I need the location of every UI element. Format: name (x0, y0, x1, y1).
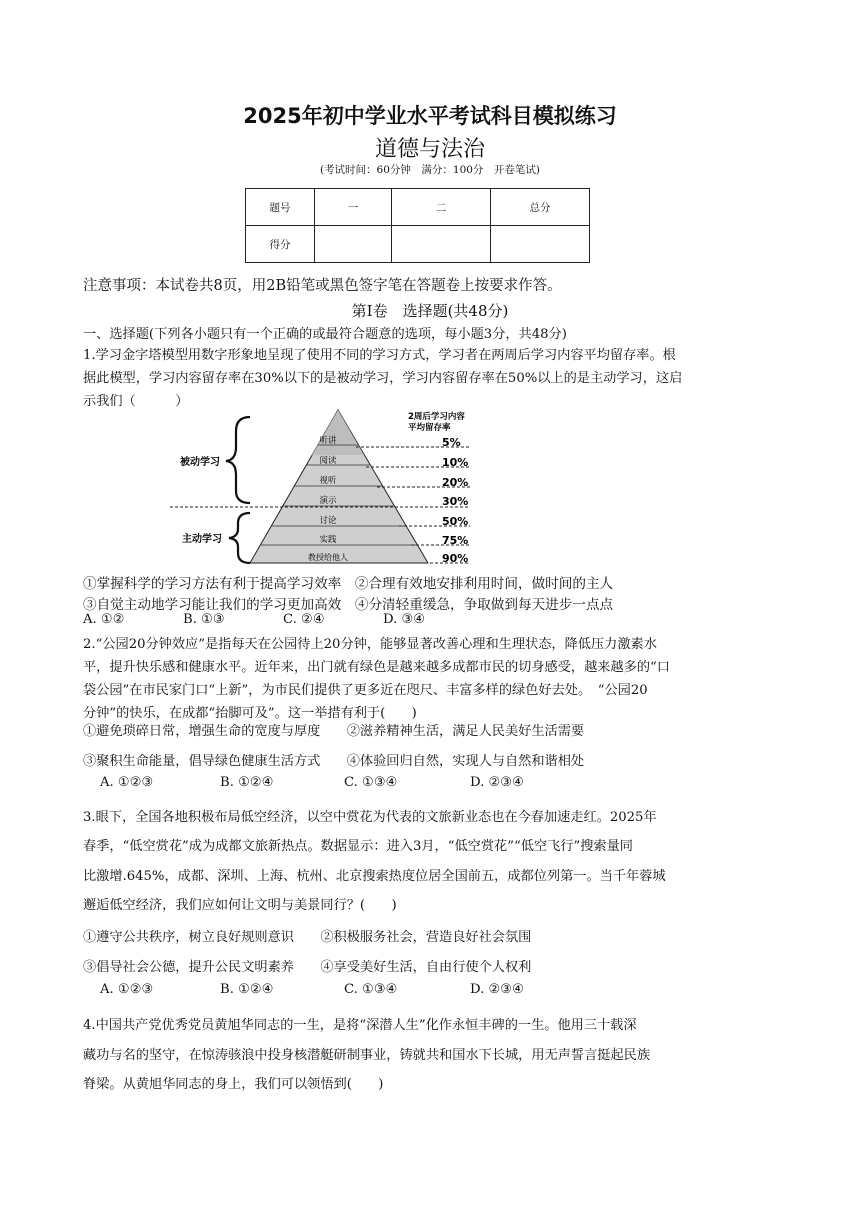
option-a: A. ①② (83, 612, 125, 627)
rate-value: 50% (442, 515, 469, 528)
rate-header: 2周后学习内容 (408, 412, 465, 422)
question-text: 平，提升快乐感和健康水平。近年来，出门就有绿色是越来越多成都市民的切身感受，越来越多的“口 (83, 660, 670, 675)
rate-value: 5% (442, 436, 461, 449)
rate-value: 20% (442, 476, 469, 489)
part-heading: 第Ⅰ卷 选择题(共48分) (351, 302, 509, 320)
subject-title: 道德与法治 (374, 137, 485, 162)
score-table-cell: 题号 (246, 189, 315, 226)
option-b: B. ①②④ (220, 982, 274, 997)
level-label: 教授给他人 (308, 553, 348, 562)
question-text: 3.眼下，全国各地积极布局低空经济，以空中赏花为代表的文旅新业态也在今春加速走红。2025年 (83, 810, 657, 825)
options-row (100, 982, 524, 997)
option-a: A. ①②③ (100, 775, 154, 790)
level-label: 阅读 (319, 456, 337, 466)
section-heading: 一、选择题(下列各小题只有一个正确的或最符合题意的选项，每小题3分，共48分) (83, 327, 567, 342)
rate-value: 75% (442, 534, 469, 547)
question-text: 分钟”的快乐，在成都“抬脚可及”。这一举措有利于( ) (83, 706, 417, 721)
question-text: 4.中国共产党优秀党员黄旭华同志的一生，是将“深潜人生”化作永恒丰碑的一生。他用三十载深 (83, 1018, 637, 1033)
score-table-cell: 二 (392, 189, 491, 226)
rate-header: 平均留存率 (408, 423, 451, 433)
statement: ①避免琐碎日常，增强生命的宽度与厚度 ②滋养精神生活，满足人民美好生活需要 (83, 724, 585, 739)
question-text: 袋公园”在市民家门口“上新”，为市民们提供了更多近在咫尺、丰富多样的绿色好去处。 “公园20 (83, 683, 648, 698)
option-c: C. ①③④ (344, 982, 398, 997)
options-row (100, 775, 524, 790)
passive-brace (226, 417, 250, 503)
option-c: C. ②④ (283, 612, 325, 627)
passive-label: 被动学习 (180, 457, 220, 468)
score-table-cell: 总分 (491, 189, 590, 226)
notice: 注意事项：本试卷共8页，用2B铅笔或黑色签字笔在答题卷上按要求作答。 (83, 278, 562, 294)
statement: ③聚积生命能量，倡导绿色健康生活方式 ④体验回归自然，实现人与自然和谐相处 (83, 754, 585, 769)
active-label: 主动学习 (182, 534, 222, 545)
statement: ③倡导社会公德，提升公民文明素养 ④享受美好生活，自由行使个人权利 (83, 960, 532, 975)
exam-title: 2025年初中学业水平考试科目模拟练习 (243, 104, 617, 128)
question-text: 示我们（ ） (83, 394, 189, 409)
learning-pyramid-figure (170, 405, 510, 570)
option-b: B. ①③ (183, 612, 225, 627)
score-input-cell (315, 226, 392, 263)
question-text: 比激增.645%，成都、深圳、上海、杭州、北京搜索热度位居全国前五，成都位列第一。当千年蓉城 (83, 869, 666, 884)
score-table (245, 188, 590, 263)
score-table-cell: 得分 (246, 226, 315, 263)
option-b: B. ①②④ (220, 775, 274, 790)
score-table-cell: 一 (315, 189, 392, 226)
option-d: D. ②③④ (470, 982, 524, 997)
rate-value: 10% (442, 456, 469, 469)
score-input-cell (392, 226, 491, 263)
statement: ①掌握科学的学习方法有利于提高学习效率 ②合理有效地安排利用时间，做时间的主人 (83, 576, 614, 592)
level-label: 演示 (319, 496, 337, 506)
active-brace (229, 513, 250, 563)
level-label: 实践 (319, 535, 337, 545)
question-text: 据此模型，学习内容留存率在30%以下的是被动学习，学习内容留存率在50%以上的是主动学习，这启 (83, 371, 683, 386)
rate-value: 30% (442, 495, 469, 508)
level-label: 讨论 (319, 516, 337, 526)
options-row (83, 612, 425, 627)
rate-value: 90% (442, 552, 469, 565)
exam-info: (考试时间：60分钟 满分：100分 开卷笔试) (319, 164, 541, 176)
option-a: A. ①②③ (100, 982, 154, 997)
question-text: 脊梁。从黄旭华同志的身上，我们可以领悟到( ) (83, 1077, 384, 1092)
option-c: C. ①③④ (344, 775, 398, 790)
question-text: 2.“公园20分钟效应”是指每天在公园待上20分钟，能够显著改善心理和生理状态，降低压力激素水 (83, 637, 657, 652)
score-input-cell (491, 226, 590, 263)
statement: ①遵守公共秩序，树立良好规则意识 ②积极服务社会，营造良好社会氛围 (83, 930, 532, 945)
statement: ③自觉主动地学习能让我们的学习更加高效 ④分清轻重缓急，争取做到每天进步一点点 (83, 597, 614, 613)
level-label: 视听 (319, 476, 337, 486)
question-text: 藏功与名的坚守，在惊涛骇浪中投身核潜艇研制事业，铸就共和国水下长城，用无声誓言挺起民族 (83, 1048, 651, 1063)
question-text: 1.学习金字塔模型用数字形象地呈现了使用不同的学习方式，学习者在两周后学习内容平均留存率。根 (83, 348, 676, 363)
option-d: D. ③④ (383, 612, 426, 627)
question-text: 邂逅低空经济，我们应如何让文明与美景同行？( ) (83, 898, 397, 913)
level-label: 听讲 (319, 436, 337, 446)
question-text: 春季，“低空赏花”成为成都文旅新热点。数据显示：进入3月，“低空赏花”“低空飞行”搜索量同 (83, 839, 633, 854)
pyramid-tip (312, 410, 364, 455)
option-d: D. ②③④ (470, 775, 524, 790)
